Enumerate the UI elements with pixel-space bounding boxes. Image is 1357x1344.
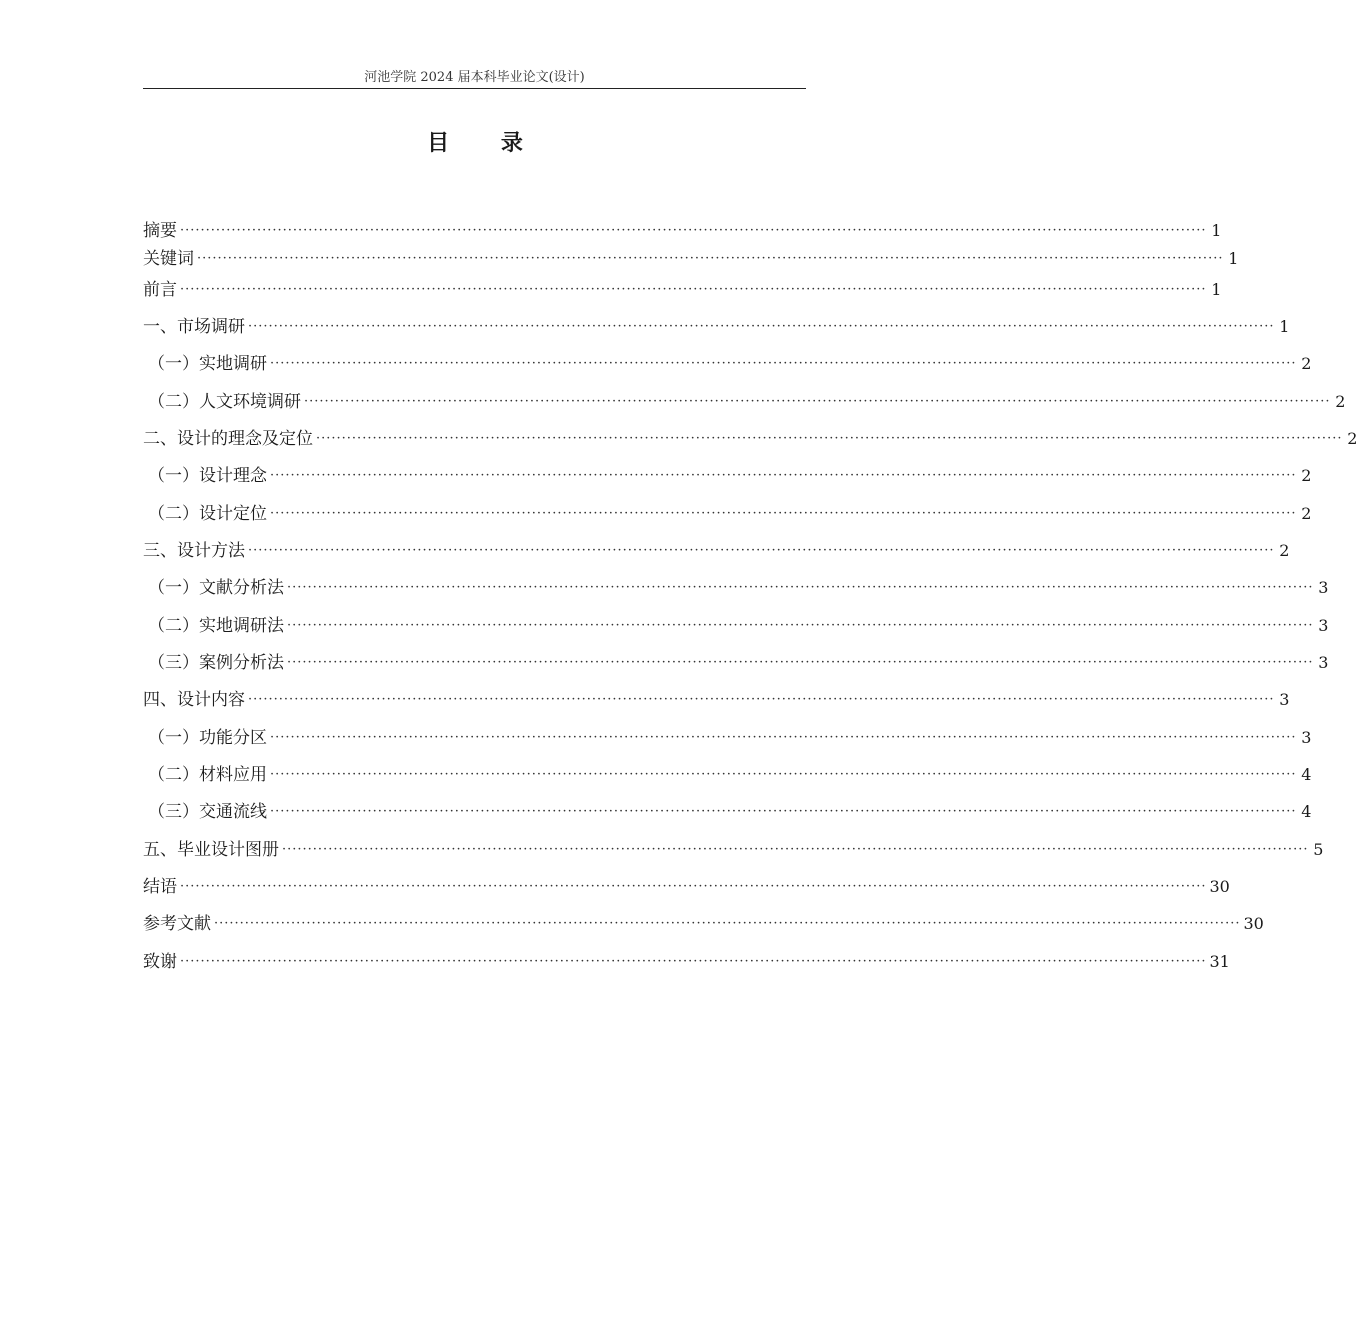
toc-entry[interactable] [143, 501, 1312, 527]
toc-entry-page: 31 [1209, 952, 1230, 971]
toc-dot-leader: ········································································································································································································ [248, 543, 1275, 558]
toc-dot-leader: ········································································································································································································ [180, 879, 1207, 894]
toc-entry-label: 摘要 [143, 221, 177, 241]
toc-dot-leader: ········································································································································································································ [180, 282, 1207, 297]
toc-entry-page: 2 [1335, 392, 1346, 411]
toc-entry[interactable] [143, 687, 1290, 713]
toc-dot-leader: ········································································································································································································ [287, 618, 1314, 633]
toc-entry-label: 致谢 [143, 952, 177, 972]
toc-entry[interactable] [143, 218, 1222, 244]
toc-entry[interactable] [143, 762, 1312, 788]
toc-entry-label: 二、设计的理念及定位 [143, 429, 313, 449]
toc-entry-page: 4 [1301, 765, 1312, 784]
toc-entry-page: 2 [1301, 504, 1312, 523]
toc-entry-label: （一）文献分析法 [148, 578, 284, 598]
toc-entry-page: 2 [1301, 354, 1312, 373]
toc-dot-leader: ········································································································································································································ [270, 804, 1297, 819]
toc-entry[interactable] [143, 246, 1239, 272]
toc-entry-page: 2 [1279, 541, 1290, 560]
toc-entry-label: （三）交通流线 [148, 802, 267, 822]
toc-entry-page: 1 [1279, 317, 1290, 336]
toc-entry[interactable] [143, 351, 1312, 377]
toc-entry[interactable] [143, 575, 1329, 601]
page-header: 河池学院 2024 届本科毕业论文(设计) [364, 70, 585, 85]
toc-entry-page: 5 [1313, 840, 1324, 859]
toc-dot-leader: ········································································································································································································ [270, 468, 1297, 483]
toc-entry-label: 四、设计内容 [143, 690, 245, 710]
toc-entry[interactable] [143, 613, 1329, 639]
toc-entry[interactable] [143, 799, 1312, 825]
toc-dot-leader: ········································································································································································································ [270, 356, 1297, 371]
toc-entry-label: （二）材料应用 [148, 765, 267, 785]
toc-entry-label: 结语 [143, 877, 177, 897]
toc-entry-page: 1 [1228, 249, 1239, 268]
toc-dot-leader: ········································································································································································································ [180, 223, 1207, 238]
toc-entry[interactable] [143, 874, 1230, 900]
toc-entry[interactable] [143, 538, 1290, 564]
toc-dot-leader: ········································································································································································································ [248, 319, 1275, 334]
toc-dot-leader: ········································································································································································································ [287, 580, 1314, 595]
toc-entry-page: 2 [1301, 466, 1312, 485]
toc-dot-leader: ········································································································································································································ [180, 954, 1207, 969]
toc-entry-page: 1 [1211, 221, 1222, 240]
toc-dot-leader: ········································································································································································································ [197, 251, 1224, 266]
toc-entry[interactable] [143, 314, 1290, 340]
toc-entry[interactable] [143, 650, 1329, 676]
toc-entry[interactable] [143, 949, 1230, 975]
toc-dot-leader: ········································································································································································································ [270, 767, 1297, 782]
toc-entry-page: 30 [1209, 877, 1230, 896]
toc-dot-leader: ········································································································································································································ [287, 655, 1314, 670]
toc-dot-leader: ········································································································································································································ [282, 842, 1309, 857]
toc-entry-label: （二）实地调研法 [148, 616, 284, 636]
toc-entry-page: 30 [1243, 914, 1264, 933]
toc-title: 目 录 [427, 130, 545, 156]
toc-dot-leader: ········································································································································································································ [316, 431, 1343, 446]
toc-dot-leader: ········································································································································································································ [214, 916, 1241, 931]
toc-entry[interactable] [143, 277, 1222, 303]
toc-entry-page: 4 [1301, 802, 1312, 821]
toc-entry-label: 三、设计方法 [143, 541, 245, 561]
toc-entry-page: 3 [1318, 653, 1329, 672]
header-rule [143, 88, 806, 89]
toc-entry-label: （三）案例分析法 [148, 653, 284, 673]
toc-entry-label: 一、市场调研 [143, 317, 245, 337]
toc-entry-page: 3 [1279, 690, 1290, 709]
toc-entry-label: 五、毕业设计图册 [143, 840, 279, 860]
toc-entry[interactable] [143, 725, 1312, 751]
toc-entry-page: 1 [1211, 280, 1222, 299]
toc-entry-label: 参考文献 [143, 914, 211, 934]
toc-dot-leader: ········································································································································································································ [304, 394, 1331, 409]
toc-entry-label: （一）实地调研 [148, 354, 267, 374]
toc-entry-page: 2 [1347, 429, 1357, 448]
toc-dot-leader: ········································································································································································································ [270, 506, 1297, 521]
toc-entry[interactable] [143, 837, 1324, 863]
toc-dot-leader: ········································································································································································································ [270, 730, 1297, 745]
toc-dot-leader: ········································································································································································································ [248, 692, 1275, 707]
toc-entry[interactable] [143, 911, 1264, 937]
toc-entry[interactable] [143, 426, 1357, 452]
toc-entry-label: （二）人文环境调研 [148, 392, 301, 412]
toc-entry-page: 3 [1301, 728, 1312, 747]
toc-entry-page: 3 [1318, 616, 1329, 635]
toc-entry-label: （一）功能分区 [148, 728, 267, 748]
toc-entry-page: 3 [1318, 578, 1329, 597]
toc-entry-label: 前言 [143, 280, 177, 300]
toc-entry-label: （一）设计理念 [148, 466, 267, 486]
toc-entry[interactable] [143, 463, 1312, 489]
toc-entry-label: （二）设计定位 [148, 504, 267, 524]
toc-entry[interactable] [143, 389, 1346, 415]
toc-entry-label: 关键词 [143, 249, 194, 269]
